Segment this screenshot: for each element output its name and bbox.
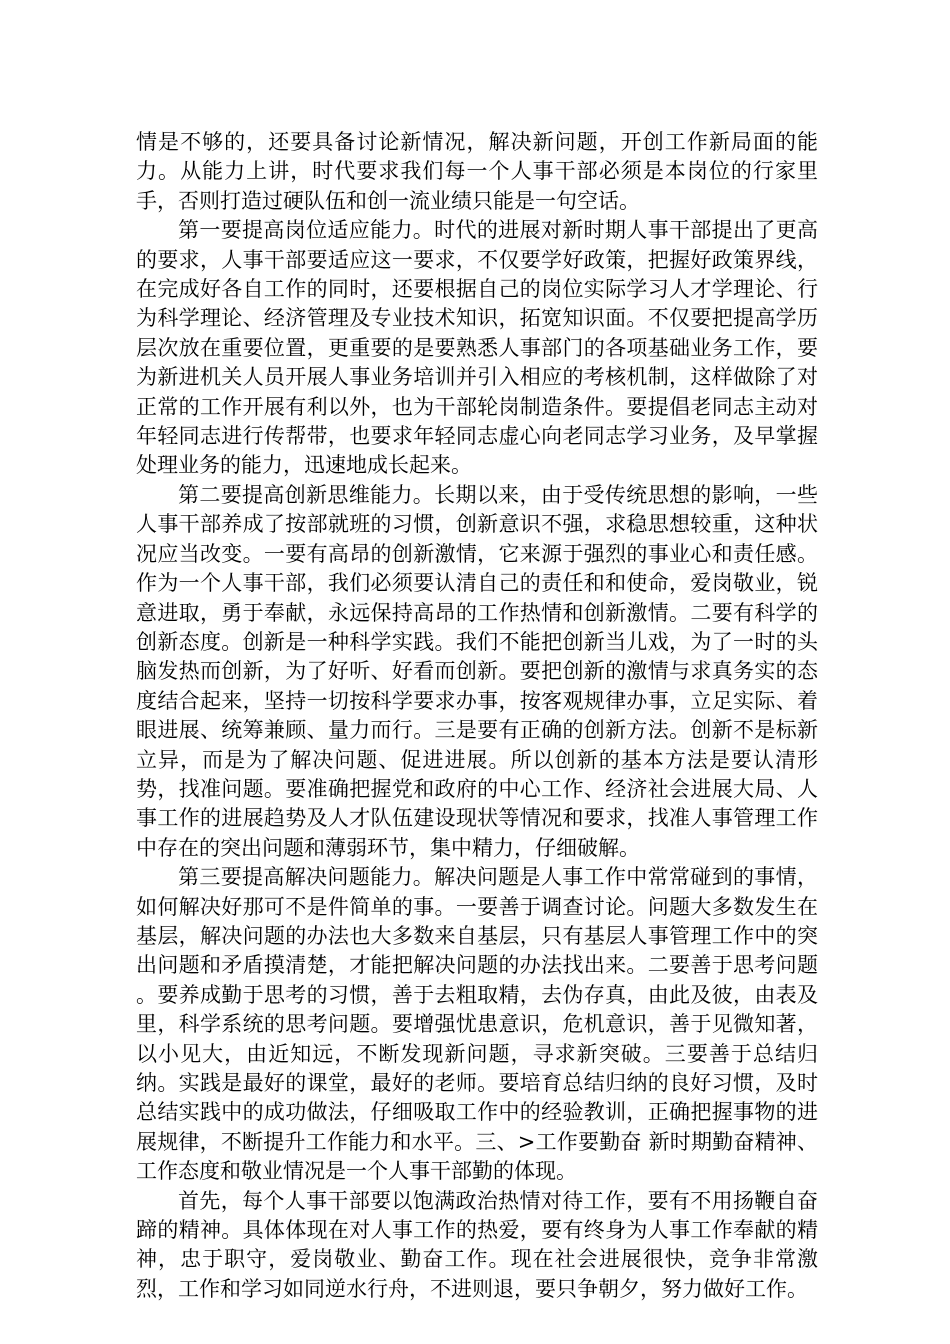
paragraph-2: 第一要提高岗位适应能力。时代的进展对新时期人事干部提出了更高的要求，人事干部要适应这一要求，不仅要学好政策，把握好政策界线，在完成好各自工作的同时，还要根据自己的岗位实际学习人才学理论、行为科学理论、经济管理及专业技术知识，拓宽知识面。不仅要把提高学历层次放在重要位置，更重要的是要熟悉人事部门的各项基础业务工作，要为新进机关人员开展人事业务培训并引入相应的考核机制，这样做除了对正常的工作开展有利以外，也为干部轮岗制造条件。要提倡老同志主动对年轻同志进行传帮带，也要求年轻同志虚心向老同志学习业务，及早掌握处理业务的能力，迅速地成长起来。 <box>136 218 818 478</box>
paragraph-4: 第三要提高解决问题能力。解决问题是人事工作中常常碰到的事情，如何解决好那可不是件简单的事。一要善于调查讨论。问题大多数发生在基层，解决问题的办法也大多数来自基层，只有基层人事管理工作中的突出问题和矛盾摸清楚，才能把解决问题的办法找出来。二要善于思考问题 。要养成勤于思考的习惯，善于去粗取精，去伪存真，由此及彼，由表及里，科学系统的思考问题。要增强忧患意识，危机意识，善于见微知著，以小见大，由近知远，不断发现新问题，寻求新突破。三要善于总结归纳。实践是最好的课堂，最好的老师。要培育总结归纳的良好习惯，及时总结实践中的成功做法，仔细吸取工作中的经验教训，正确把握事物的进展规律，不断提升工作能力和水平。三、>工作要勤奋 新时期勤奋精神、工作态度和敬业情况是一个人事干部勤的体现。 <box>136 865 818 1184</box>
document-page <box>136 128 818 1304</box>
paragraph-1: 情是不够的，还要具备讨论新情况，解决新问题，开创工作新局面的能力。从能力上讲，时代要求我们每一个人事干部必须是本岗位的行家里手，否则打造过硬队伍和创一流业绩只能是一句空话。 <box>136 130 818 213</box>
paragraph-5: 首先，每个人事干部要以饱满政治热情对待工作，要有不用扬鞭自奋蹄的精神。具体体现在对人事工作的热爱，要有终身为人事工作奉献的精神，忠于职守，爱岗敬业、勤奋工作。现在社会进展很快，竞争非常激烈，工作和学习如同逆水行舟，不进则退，要只争朝夕，努力做好工作。 <box>136 1188 818 1301</box>
paragraph-3: 第二要提高创新思维能力。长期以来，由于受传统思想的影响，一些人事干部养成了按部就班的习惯，创新意识不强，求稳思想较重，这种状况应当改变。一要有高昂的创新激情，它来源于强烈的事业心和责任感。作为一个人事干部，我们必须要认清自己的责任和和使命，爱岗敬业，锐意进取，勇于奉献，永远保持高昂的工作热情和创新激情。二要有科学的创新态度。创新是一种科学实践。我们不能把创新当儿戏，为了一时的头脑发热而创新，为了好听、好看而创新。要把创新的激情与求真务实的态度结合起来，坚持一切按科学要求办事，按客观规律办事，立足实际、着眼进展、统筹兼顾、量力而行。三是要有正确的创新方法。创新不是标新立异，而是为了解决问题、促进进展。所以创新的基本方法是要认清形势，找准问题。要准确把握党和政府的中心工作、经济社会进展大局、人事工作的进展趋势及人才队伍建设现状等情况和要求，找准人事管理工作中存在的突出问题和薄弱环节，集中精力，仔细破解。 <box>136 482 818 860</box>
